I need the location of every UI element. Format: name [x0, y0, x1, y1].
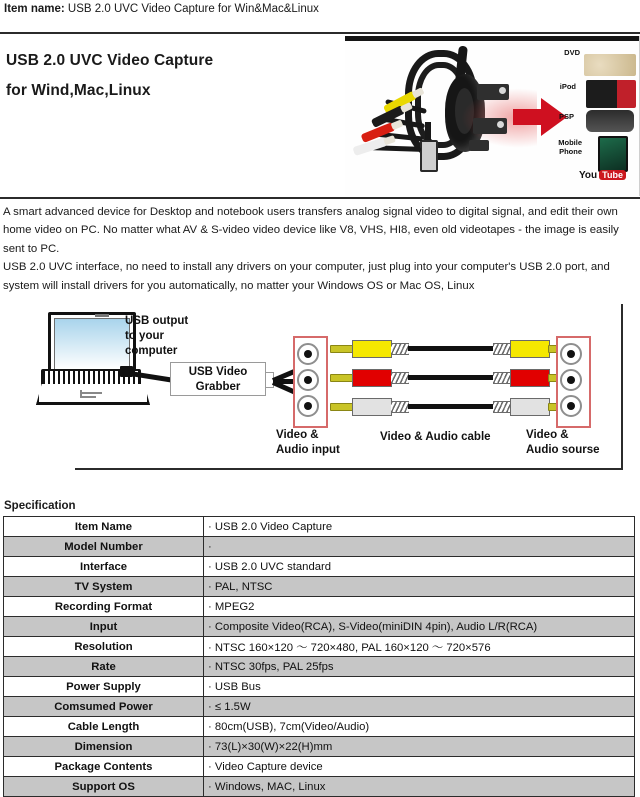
spec-value: · MPEG2: [204, 597, 635, 617]
spec-key: Power Supply: [4, 677, 204, 697]
spec-value: · USB 2.0 Video Capture: [204, 517, 635, 537]
usb-output-line1: USB output: [125, 315, 189, 327]
hero-title-line1: USB 2.0 UVC Video Capture: [6, 52, 214, 69]
mobile-phone-thumbnail: [598, 136, 628, 172]
youtube-tube-text: Tube: [599, 170, 626, 180]
spec-key: Item Name: [4, 517, 204, 537]
psp-thumbnail: [586, 110, 634, 132]
diagram-right-border: [621, 304, 623, 470]
spec-value: · USB 2.0 UVC standard: [204, 557, 635, 577]
input-label-line1: Video &: [276, 429, 319, 441]
spec-value: · Video Capture device: [204, 757, 635, 777]
hero-section: [0, 36, 640, 196]
description-paragraph-1: A smart advanced device for Desktop and notebook users transfers analog signal video to digital signal, and edit their own home video on PC. No matter what AV & S-video video device like V8, VHS, HI8, even old videotapes - the image is easily sent to PC.: [3, 206, 619, 255]
target-label-mobile: [558, 138, 582, 156]
specification-table: [3, 516, 635, 797]
input-label: [276, 428, 340, 458]
source-label-line2: Audio sourse: [526, 444, 600, 456]
plug-body-red-left: [352, 369, 392, 387]
input-jack-video: [297, 343, 319, 365]
spec-value: · PAL, NTSC: [204, 577, 635, 597]
product-photo: [345, 36, 640, 196]
table-row: [4, 637, 635, 657]
spec-key: Input: [4, 617, 204, 637]
target-label-mobile-line1: Mobile: [558, 138, 582, 147]
cable-label: Video & Audio cable: [380, 431, 491, 443]
plug-body-red-right: [510, 369, 550, 387]
table-row: [4, 577, 635, 597]
plug-spring-yellow-right: [493, 343, 511, 355]
cable-wire-red: [408, 375, 496, 380]
input-jack-audio-right: [297, 395, 319, 417]
table-row: [4, 737, 635, 757]
cable-wire-yellow: [408, 346, 496, 351]
table-row: [4, 517, 635, 537]
spec-key: Rate: [4, 657, 204, 677]
laptop-touchpad: [80, 390, 102, 398]
divider-description: [0, 197, 640, 199]
spec-value: · ≤ 1.5W: [204, 697, 635, 717]
hero-title-line2: for Wind,Mac,Linux: [6, 82, 151, 99]
table-row: [4, 717, 635, 737]
connection-diagram: [0, 300, 640, 480]
usb-connector-icon: [120, 366, 133, 377]
input-label-line2: Audio input: [276, 444, 340, 456]
source-jack-audio-left: [560, 369, 582, 391]
table-row: [4, 617, 635, 637]
source-jack-audio-right: [560, 395, 582, 417]
table-row: [4, 757, 635, 777]
spec-key: Dimension: [4, 737, 204, 757]
usb-video-grabber-box: [170, 362, 266, 396]
camcorder-icon: [477, 84, 509, 100]
cable-wire-white: [408, 404, 496, 409]
target-label-mobile-line2: Phone: [559, 147, 582, 156]
source-label-line1: Video &: [526, 429, 569, 441]
plug-tip-red-left: [330, 374, 354, 382]
spec-value: ·: [204, 537, 635, 557]
youtube-you-text: You: [579, 170, 598, 181]
spec-key: Interface: [4, 557, 204, 577]
spec-key: Resolution: [4, 637, 204, 657]
table-row: [4, 657, 635, 677]
plug-spring-white-left: [391, 401, 409, 413]
plug-spring-red-left: [391, 372, 409, 384]
page-title: [6, 46, 336, 106]
spec-key: TV System: [4, 577, 204, 597]
spec-key: Model Number: [4, 537, 204, 557]
plug-body-yellow-right: [510, 340, 550, 358]
spec-value: · Windows, MAC, Linux: [204, 777, 635, 797]
table-row: [4, 697, 635, 717]
target-label-psp: PSP: [558, 112, 574, 121]
plug-tip-yellow-left: [330, 345, 354, 353]
dvd-thumbnail: [584, 54, 636, 76]
plug-body-white-left: [352, 398, 392, 416]
spec-key: Support OS: [4, 777, 204, 797]
spec-value: · 80cm(USB), 7cm(Video/Audio): [204, 717, 635, 737]
diagram-bottom-border: [75, 468, 623, 470]
table-row: [4, 677, 635, 697]
plug-tip-white-left: [330, 403, 354, 411]
spec-value: · NTSC 160×120 ～ 720×480, PAL 160×120 ～ 720×576: [204, 637, 635, 657]
spec-value: · 73(L)×30(W)×22(H)mm: [204, 737, 635, 757]
divider-top: [0, 32, 640, 34]
usb-output-line2: to your: [125, 330, 164, 342]
spec-key: Comsumed Power: [4, 697, 204, 717]
grabber-line1: USB Video: [188, 366, 248, 378]
item-name-line: [4, 2, 319, 16]
spec-value: · USB Bus: [204, 677, 635, 697]
plug-body-yellow-left: [352, 340, 392, 358]
spec-key: Package Contents: [4, 757, 204, 777]
description-section: [3, 203, 637, 295]
youtube-logo-icon: [579, 170, 626, 181]
table-row: [4, 537, 635, 557]
input-jack-audio-left: [297, 369, 319, 391]
table-row: [4, 777, 635, 797]
item-name-value: USB 2.0 UVC Video Capture for Win&Mac&Linux: [67, 3, 319, 15]
description-paragraph-2: USB 2.0 UVC interface, no need to install any drivers on your computer, just plug into your computer's USB 2.0 port, and system will install drivers for you automatically, no matter your Windows OS or Mac OS, Linux: [3, 261, 610, 292]
specification-heading: Specification: [4, 500, 76, 512]
video-audio-source-jackbox: [556, 336, 591, 428]
target-label-dvd: DVD: [564, 48, 580, 57]
photo-top-bar: [345, 36, 640, 41]
cassette-icon: [469, 140, 489, 151]
table-row: [4, 597, 635, 617]
source-jack-video: [560, 343, 582, 365]
grabber-line2: Grabber: [195, 381, 241, 393]
spec-key: Cable Length: [4, 717, 204, 737]
vhs-tape-icon: [473, 118, 507, 134]
spec-value: · Composite Video(RCA), S-Video(miniDIN 4pin), Audio L/R(RCA): [204, 617, 635, 637]
target-label-ipod: iPod: [559, 82, 576, 91]
usb-plug-icon: [420, 140, 438, 172]
ipod-thumbnail: [586, 80, 636, 108]
plug-body-white-right: [510, 398, 550, 416]
video-audio-input-jackbox: [293, 336, 328, 428]
plug-spring-white-right: [493, 401, 511, 413]
spec-key: Recording Format: [4, 597, 204, 617]
plug-spring-red-right: [493, 372, 511, 384]
item-name-label: Item name:: [4, 3, 65, 15]
source-label: [526, 428, 599, 458]
table-row: [4, 557, 635, 577]
usb-output-line3: computer: [125, 345, 178, 357]
laptop-screen: [54, 318, 130, 370]
laptop-hinge: [95, 314, 109, 317]
plug-spring-yellow-left: [391, 343, 409, 355]
usb-output-label: [125, 314, 188, 359]
spec-value: · NTSC 30fps, PAL 25fps: [204, 657, 635, 677]
